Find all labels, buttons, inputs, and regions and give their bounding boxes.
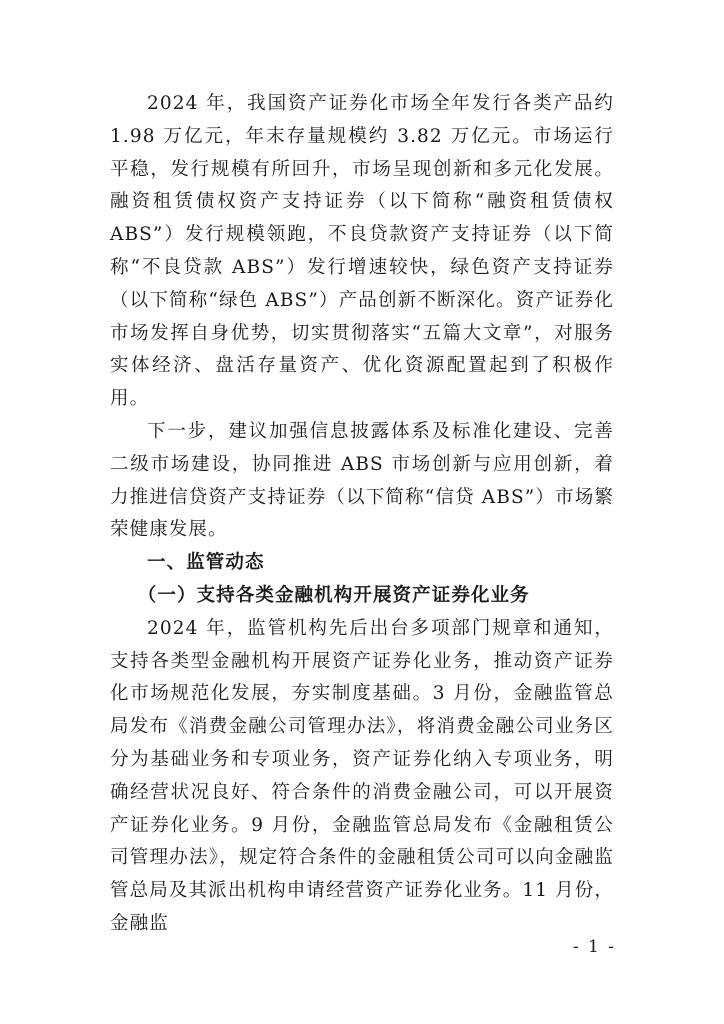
document-body	[110, 88, 614, 941]
paragraph-market-overview: 2024 年，我国资产证券化市场全年发行各类产品约 1.98 万亿元，年末存量规模约 3.82 万亿元。市场运行平稳，发行规模有所回升，市场呈现创新和多元化发展。融资租赁债权资产支持证券（以下简称“融资租赁债权 ABS”）发行规模领跑，不良贷款资产支持证券（以下简称“不良贷款 ABS”）发行增速较快，绿色资产支持证券（以下简称“绿色 ABS”）产品创新不断深化。资产证券化市场发挥自身优势，切实贯彻落实“五篇大文章”，对服务实体经济、盘活存量资产、优化资源配置起到了积极作用。	[110, 93, 614, 410]
paragraph-next-steps: 下一步，建议加强信息披露体系及标准化建设、完善二级市场建设，协同推进 ABS 市场创新与应用创新，着力推进信贷资产支持证券（以下简称“信贷 ABS”）市场繁荣健康发展。	[110, 420, 614, 541]
subsection-heading-support-institutions: （一）支持各类金融机构开展资产证券化业务	[137, 584, 530, 606]
section-heading-regulatory-dynamics: 一、监管动态	[147, 552, 265, 574]
paragraph-regulatory-detail: 2024 年，监管机构先后出台多项部门规章和通知，支持各类型金融机构开展资产证券化业务，推动资产证券化市场规范化发展，夯实制度基础。3 月份，金融监管总局发布《消费金融公司管理办法》，将消费金融公司业务区分为基础业务和专项业务，资产证券化纳入专项业务，明确经营状况良好、符合条件的消费金融公司，可以开展资产证券化业务。9 月份，金融监管总局发布《金融租赁公司管理办法》，规定符合条件的金融租赁公司可以向金融监管总局及其派出机构申请经营资产证券化业务。11 月份，金融监	[110, 617, 614, 934]
page-number: - 1 -	[572, 937, 616, 957]
